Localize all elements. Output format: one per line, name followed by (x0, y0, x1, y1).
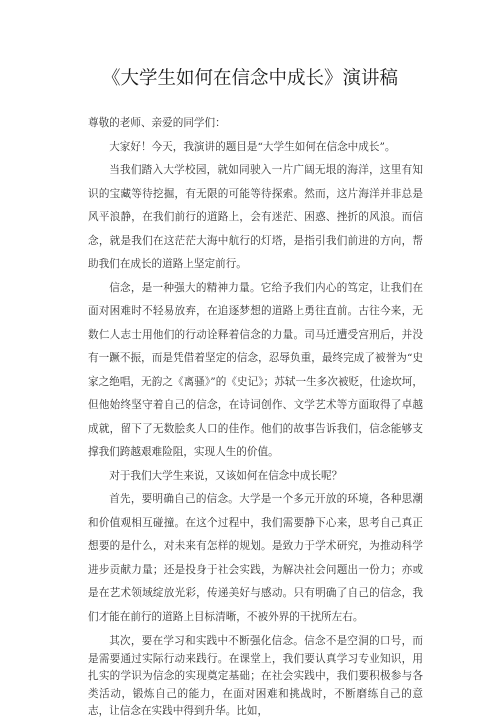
document-body (88, 112, 423, 721)
paragraph: 首先，要明确自己的信念。大学是一个多元开放的环境，各种思潮和价值观相互碰撞。在这个过程中，我们需要静下心来，思考自己真正想要的是什么，对未来有怎样的规划。是致力于学术研究，为推动科学进步贡献力量；还是投身于社会实践，为解决社会问题出一份力；亦或是在艺术领域绽放光彩，传递美好与感动。只有明确了自己的信念，我们才能在前行的道路上目标清晰，不被外界的干扰所左右。 (88, 493, 423, 623)
paragraph: 对于我们大学生来说，又该如何在信念中成长呢？ (109, 469, 343, 482)
salutation: 尊敬的老师、亲爱的同学们： (88, 117, 226, 129)
paragraph: 信念，是一种强大的精神力量。它给予我们内心的笃定，让我们在面对困难时不轻易放弃，在追逐梦想的道路上勇往直前。古往今来，无数仁人志士用他们的行动诠释着信念的力量。司马迁遭受宫刑后，并没有一蹶不振，而是凭借着坚定的信念，忍辱负重，最终完成了被誉为“史家之绝唱，无韵之《离骚》”的《史记》；苏轼一生多次被贬，仕途坎坷，但他始终坚守着自己的信念，在诗词创作、文学艺术等方面取得了卓越成就，留下了无数脍炙人口的佳作。他们的故事告诉我们，信念能够支撑我们跨越艰难险阻，实现人生的价值。 (88, 281, 423, 458)
document-title: 《大学生如何在信念中成长》演讲稿 (101, 68, 398, 89)
paragraph: 当我们踏入大学校园，就如同驶入一片广阔无垠的海洋，这里有知识的宝藏等待挖掘，有无限的可能等待探索。然而，这片海洋并非总是风平浪静，在我们前行的道路上，会有迷茫、困惑、挫折的风浪。而信念，就是我们在这茫茫大海中航行的灯塔，是指引我们前进的方向，帮助我们在成长的道路上坚定前行。 (88, 164, 423, 270)
paragraph: 大家好！今天，我演讲的题目是“大学生如何在信念中成长”。 (109, 140, 396, 153)
paragraph: 其次，要在学习和实践中不断强化信念。信念不是空洞的口号，而是需要通过实际行动来践行。在课堂上，我们要认真学习专业知识，用扎实的学识为信念的实现奠定基础；在社会实践中，我们要积极参与各类活动，锻炼自己的能力，在面对困难和挑战时，不断磨练自己的意志，让信念在实践中得到升华。比如， (88, 635, 423, 717)
